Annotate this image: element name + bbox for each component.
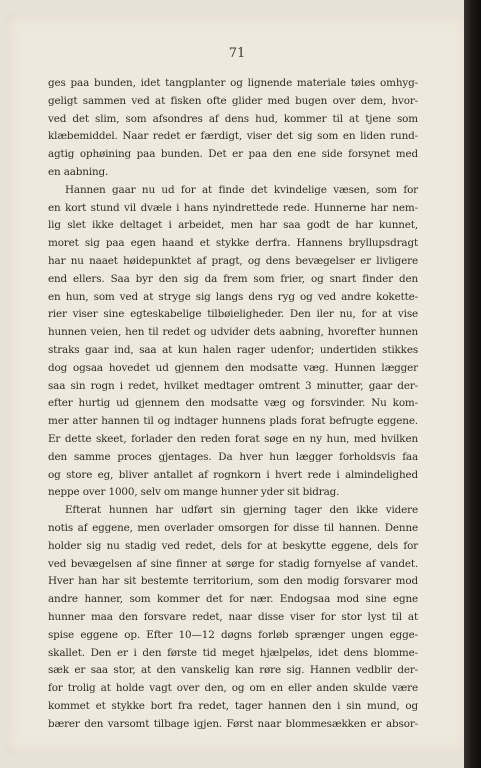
text-line: holder sig nu stadig ved redet, dels for at beskytte eggene, dels for: [48, 539, 418, 552]
text-line: end ellers. Saa byr den sig da frem som frier, og snart finder den: [48, 272, 418, 285]
text-line: andre hanner, som kommer det for nær. Endogsaa mod sine egne: [48, 593, 418, 606]
body-text: [48, 75, 418, 733]
text-line: skallet. Den er i den første tid meget hjælpeløs, idet dens blomme-: [48, 646, 418, 659]
text-line: neppe over 1000, selv om mange hunner yder sit bidrag.: [48, 486, 340, 499]
text-line: den samme proces gjentages. Da hver hun lægger forholdsvis faa: [48, 450, 418, 463]
text-line: kommet et stykke bort fra redet, tager hannen den i sin mund, og: [48, 699, 418, 712]
text-line: for trolig at holde vagt over den, og om en eller anden skulde være: [48, 682, 418, 695]
text-line: en hun, som ved at stryge sig langs dens ryg og ved andre kokette-: [48, 290, 418, 303]
page-number: 71: [228, 46, 246, 61]
text-line: og store eg, bliver antallet af rognkorn i hvert rede i almindelighed: [48, 468, 418, 481]
text-line: spise eggene op. Efter 10—12 døgns forløb sprænger ungen egge-: [48, 628, 418, 641]
text-line: sæk er saa stor, at den vanskelig kan røre sig. Hannen vedblir der-: [48, 664, 418, 677]
text-line: efter hurtig ud gjennem den modsatte væg og forsvinder. Nu kom-: [48, 397, 418, 410]
text-line: rier viser sine egteskabelige tilbøieligheder. Den iler nu, for at vise: [48, 308, 418, 321]
text-line: moret sig paa egen haand et stykke derfra. Hannens bryllupsdragt: [48, 237, 418, 250]
text-line: ved det slim, som afsondres af dens hud, kommer til at tjene som: [48, 112, 418, 125]
text-line: ved bevægelsen af sine finner at sørge for stadig fornyelse af vandet.: [48, 557, 418, 570]
book-page: [6, 14, 468, 754]
text-line: Hver han har sit bestemte territorium, som den modig forsvarer mod: [48, 575, 418, 588]
text-line: lig slet ikke deltaget i arbeidet, men har saa godt de har kunnet,: [48, 219, 418, 232]
text-line: har nu naaet høidepunktet af pragt, og dens bevægelser er livligere: [48, 254, 418, 267]
text-line: bærer den varsomt tilbage igjen. Først naar blommesækken er absor-: [48, 717, 418, 730]
text-line: agtig ophøining paa bunden. Det er paa den ene side forsynet med: [48, 148, 418, 161]
text-line: hunnen veien, hen til redet og udvider dets aabning, hvorefter hunnen: [48, 326, 418, 339]
book-spine-edge: [464, 0, 481, 768]
text-line: dog ogsaa hovedet ud gjennem den modsatte væg. Hunnen lægger: [48, 361, 418, 374]
text-line: notis af eggene, men overlader omsorgen for disse til hannen. Denne: [48, 521, 418, 534]
text-line: en aabning.: [48, 165, 109, 178]
text-line: straks gaar ind, saa at kun halen rager udenfor; undertiden stikkes: [48, 343, 418, 356]
text-line: en kort stund vil dvæle i hans nyindrettede rede. Hunnerne har nem-: [48, 201, 418, 214]
text-line: saa sin rogn i redet, hvilket medtager omtrent 3 minutter, gaar der-: [48, 379, 418, 392]
text-line: mer atter hannen til og indtager hunnens plads forat befrugte eggene.: [48, 415, 418, 428]
text-line: ges paa bunden, idet tangplanter og lignende materiale tøies omhyg-: [48, 77, 418, 89]
text-line: Efterat hunnen har udført sin gjerning tager den ikke videre: [65, 504, 418, 517]
text-line: Hannen gaar nu ud for at finde det kvindelige væsen, som for: [65, 183, 418, 196]
text-line: hunner maa den forsvare redet, naar disse viser for stor lyst til at: [48, 610, 418, 623]
text-line: Er dette skeet, forlader den reden forat søge en ny hun, med hvilken: [48, 432, 418, 445]
text-line: klæbemiddel. Naar redet er færdigt, viser det sig som en liden rund-: [48, 130, 418, 143]
text-line: geligt sammen ved at fisken ofte glider med bugen over dem, hvor-: [48, 94, 418, 107]
